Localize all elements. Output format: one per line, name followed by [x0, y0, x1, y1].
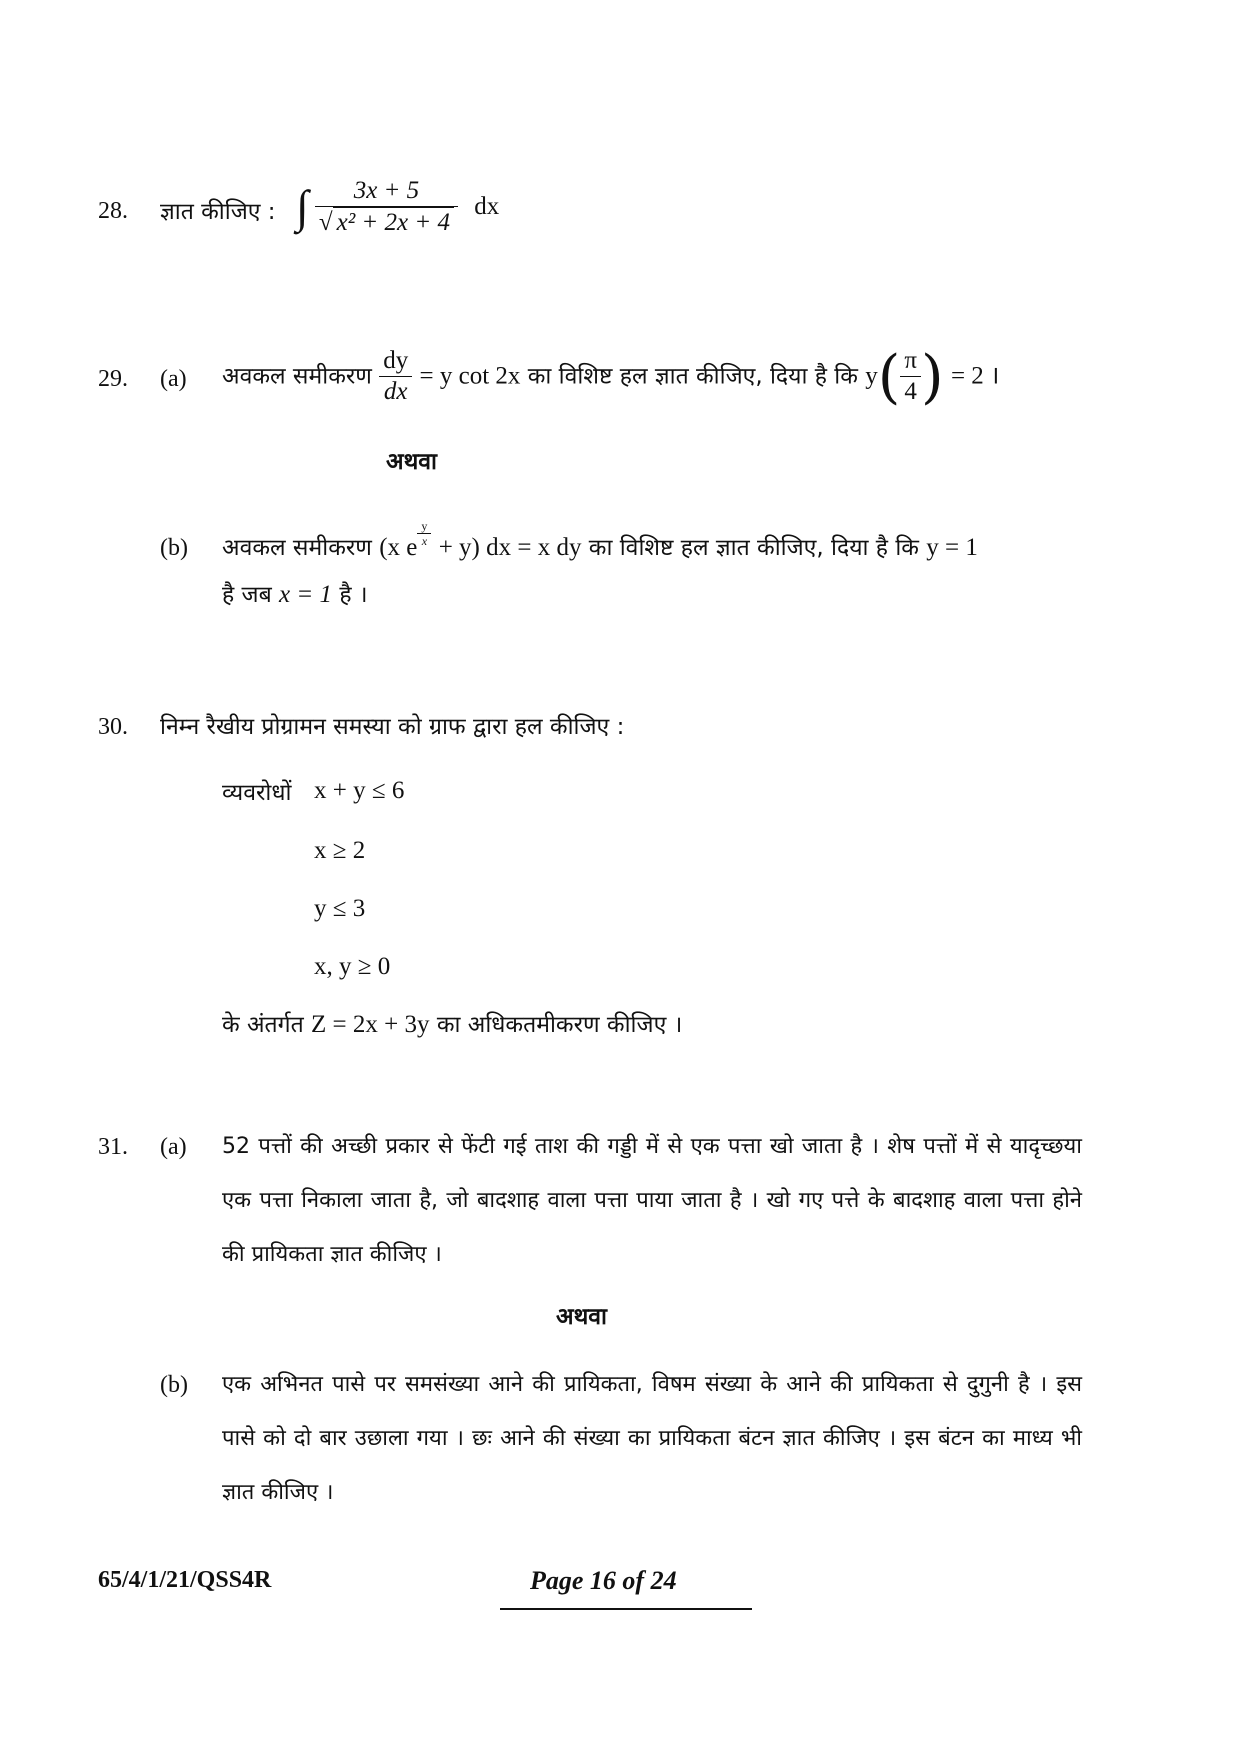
q28-fraction — [315, 176, 458, 238]
q31-part-a-text: 52 पत्तों की अच्छी प्रकार से फेंटी गई ताश की गड्डी में से एक पत्ता खो जाता है । शेष पत्तों में से यादृच्छया एक पत्ता निकाला जाता है, जो बादशाह वाला पत्ता पाया जाता है । खो गए पत्ते के बादशाह वाला पत्ता होने की प्रायिकता ज्ञात कीजिए । — [222, 1134, 1082, 1267]
question-number-29: 29. — [98, 366, 128, 392]
q29-a-equation: = y cot 2x — [419, 362, 521, 390]
footer-page-number: Page 16 of 24 — [530, 1566, 677, 1595]
q30-instruction: निम्न रैखीय प्रोग्रामन समस्या को ग्राफ द्वारा हल कीजिए : — [160, 714, 625, 740]
q28-dx: dx — [474, 193, 500, 220]
q29-part-a — [222, 342, 1000, 411]
q29-a-text-2: का विशिष्ट हल ज्ञात कीजिए, दिया है कि — [527, 363, 858, 390]
q29-a-four: 4 — [904, 378, 917, 405]
sqrt-sign: √ — [318, 209, 333, 236]
q31-part-a-label: (a) — [160, 1134, 187, 1160]
q28-numerator: 3x + 5 — [315, 176, 458, 207]
question-number-28: 28. — [98, 198, 128, 224]
q30-objective-c: का अधिकतमीकरण कीजिए । — [436, 1012, 683, 1038]
q29-b-exponent — [417, 519, 431, 548]
q29-a-pi-over-4 — [900, 346, 921, 407]
q29-part-b-line-2 — [222, 580, 368, 610]
footer-underline — [500, 1608, 752, 1610]
q30-constraint-label: व्यवरोधों — [222, 780, 292, 806]
q30-constraint-4: x, y ≥ 0 — [314, 953, 391, 980]
q30-objective-a: के अंतर्गत — [222, 1012, 304, 1038]
q30-constraint-3: y ≤ 3 — [314, 895, 366, 922]
left-paren: ( — [877, 342, 901, 411]
q31-part-b-label: (b) — [160, 1372, 188, 1398]
integral-sign: ∫ — [296, 181, 309, 232]
footer-paper-code: 65/4/1/21/QSS4R — [98, 1567, 272, 1593]
q31-part-b-text: एक अभिनत पासे पर समसंख्या आने की प्रायिकता, विषम संख्या के आने की प्रायिकता से दुगुनी है । इस पासे को दो बार उछाला गया । छः आने की संख्या का प्रायिकता बंटन ज्ञात कीजिए । इस बंटन का माध्य भी ज्ञात कीजिए । — [222, 1372, 1082, 1505]
q29-or-divider: अथवा — [386, 449, 438, 475]
q29-b-line2-b: x = 1 — [279, 581, 333, 608]
q29-a-pi: π — [900, 346, 921, 377]
question-number-31: 31. — [98, 1134, 128, 1160]
q31-or-divider: अथवा — [556, 1304, 608, 1330]
q29-part-a-label: (a) — [160, 366, 187, 392]
q28-denominator: x² + 2x + 4 — [333, 207, 454, 238]
q28-instruction: ज्ञात कीजिए : — [160, 199, 276, 225]
q29-b-line2-a: है जब — [222, 582, 272, 608]
q29-a-text-1: अवकल समीकरण — [222, 363, 372, 390]
question-number-30: 30. — [98, 714, 128, 740]
q29-b-expr-2: + y) dx = x dy — [438, 534, 582, 561]
q29-a-derivative — [379, 346, 412, 407]
q29-a-y: y — [865, 362, 878, 390]
q29-b-exp-den: x — [421, 534, 428, 548]
q29-part-b-label: (b) — [160, 535, 188, 561]
q29-a-dx: dx — [383, 378, 408, 405]
q29-b-line2-c: है । — [339, 582, 368, 608]
q29-b-condition: y = 1 — [926, 534, 978, 561]
q30-objective — [222, 1010, 682, 1040]
q29-b-exp-num: y — [417, 519, 431, 534]
q29-b-text-1: अवकल समीकरण — [222, 535, 372, 561]
q29-b-expr-1: (x e — [379, 534, 418, 561]
q29-a-dy: dy — [379, 346, 412, 377]
q30-objective-function: Z = 2x + 3y — [311, 1011, 430, 1038]
q30-constraint-2: x ≥ 2 — [314, 837, 366, 864]
right-paren: ) — [920, 342, 944, 411]
q29-part-b-line-1 — [222, 519, 978, 563]
q29-a-end: = 2 । — [950, 362, 1000, 390]
q28-integral — [296, 176, 499, 238]
q30-constraint-1: x + y ≤ 6 — [314, 777, 405, 804]
q29-b-text-2: का विशिष्ट हल ज्ञात कीजिए, दिया है कि — [588, 535, 919, 561]
